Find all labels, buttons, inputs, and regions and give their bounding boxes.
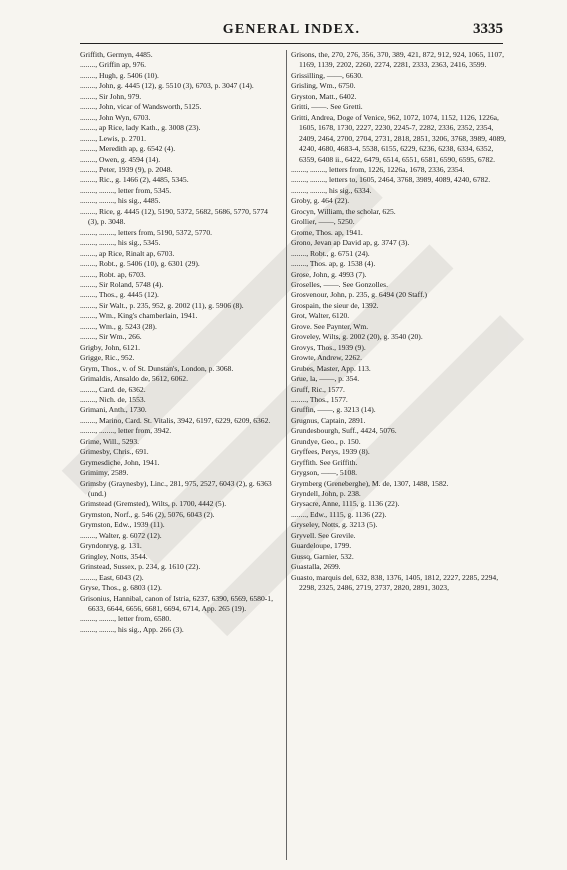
index-entry: ........, ........, letter from, 5345.: [80, 185, 172, 195]
index-entry: ........, Sir John, 979.: [80, 91, 142, 101]
index-entry: Grymesdiche, John, 1941.: [80, 457, 160, 467]
index-entry: Grym, Thos., v. of St. Dunstan's, London, p. 3068.: [80, 363, 234, 373]
index-entry: Growte, Andrew, 2262.: [291, 353, 363, 363]
index-entry: Gryndonryg, g. 131.: [80, 541, 142, 551]
index-entry: ........, ........, his sig., 6334.: [291, 185, 372, 195]
index-entry: Gryston, Matt., 6402.: [291, 91, 357, 101]
index-entry: ........, ........, letter from, 6580.: [80, 614, 172, 624]
index-entry: Grocyn, William, the scholar, 625.: [291, 206, 396, 216]
index-entry: Gruff, Ric., 1577.: [291, 384, 345, 394]
index-entry: Gussq, Garnier, 532.: [291, 551, 354, 561]
index-entry: ........, Edw., 1115, g. 1136 (22).: [291, 509, 387, 519]
index-entry: Grundye, Geo., p. 150.: [291, 436, 361, 446]
index-entry: Grimesby, Chris., 691.: [80, 447, 149, 457]
index-entry: ........, Nich. de, 1553.: [80, 394, 146, 404]
index-entry: Grimsby (Graynesby), Linc., 281, 975, 2527, 6043 (2), g. 6363 (und.): [80, 478, 272, 499]
index-entry: ........, Sir Roland, 5748 (4).: [80, 279, 164, 289]
right-column: [286, 50, 511, 860]
index-entry: Grimani, Anth., 1730.: [80, 405, 147, 415]
index-entry: Grimimy, 2589.: [80, 468, 129, 478]
index-entry: ........, Sir Walt., p. 235, 952, g. 2002 (11), g. 5906 (8).: [80, 300, 244, 310]
index-entry: ........, Thos. ap, g. 1538 (4).: [291, 259, 376, 269]
index-entry: Gryffees, Perys, 1939 (8).: [291, 447, 370, 457]
index-entry: Griffith, Germyn, 4485.: [80, 50, 153, 59]
index-entry: Grono, Jevan ap David ap, g. 3747 (3).: [291, 238, 410, 248]
index-entry: ........, John, vicar of Wandsworth, 5125.: [80, 102, 202, 112]
index-entry: Gryseley, Notts, g. 3213 (5).: [291, 520, 378, 530]
index-entry: ........, ........, letter from, 3942.: [80, 426, 172, 436]
index-entry: ........, Peter, 1939 (9), p. 2048.: [80, 164, 173, 174]
index-entry: ........, Robt., g. 5406 (10), g. 6301 (29).: [80, 259, 200, 269]
index-entry: ........, Owen, g. 4594 (14).: [80, 154, 161, 164]
index-entry: Grime, Will., 5293.: [80, 436, 140, 446]
index-entry: Grisons, the, 270, 276, 356, 370, 389, 421, 872, 912, 924, 1065, 1107, 1169, 1139, 2202, 2260, 2274, 2281, 2333, 2363, 2416, 3599.: [291, 50, 504, 70]
index-entry: Gritti, Andrea, Doge of Venice, 962, 1072, 1074, 1152, 1126, 1226a, 1605, 1678, 1730, 2227, 2230, 2245-7, 2282, 2336, 2352, 2354, 2409, 2464, 2700, 2704, 2731, 2818, 2851, 3206, 3768, 3989, 4089, 4240, 4680, 4683-4, 5538, 6155, 6229, 6236, 6238, 6334, 6352, 6359, 6408 ii., 6422, 6479, 6514, 6551, 6581, 6590, 6595, 6782.: [291, 112, 506, 164]
index-entry: ........, Wm., King's chamberlain, 1941.: [80, 311, 198, 321]
index-entry: ........, Wm., g. 5243 (28).: [80, 321, 157, 331]
index-entry: ........, Lewis, p. 2701.: [80, 133, 147, 143]
index-entry: Grymberg (Greneberghe), M. de, 1307, 1488, 1582.: [291, 478, 449, 488]
index-entry: ........, ap Rice, lady Kath., g. 3008 (23).: [80, 123, 201, 133]
index-entry: Gruffin, ——, g. 3213 (14).: [291, 405, 376, 415]
index-entry: Grome, Thos. ap, 1941.: [291, 227, 363, 237]
left-column: [80, 50, 280, 635]
index-entry: ........, Thos., 1577.: [291, 394, 348, 404]
index-entry: Grovys, Thos., 1939 (9).: [291, 342, 366, 352]
index-entry: Groselles, ——. See Gonzolles.: [291, 279, 389, 289]
index-entry: ........, John, g. 4445 (12), g. 5510 (3), 6703, p. 3047 (14).: [80, 81, 254, 91]
index-entry: Grisling, Wm., 6750.: [291, 81, 356, 91]
index-entry: ........, John Wyn, 6703.: [80, 112, 151, 122]
index-entry: ........, ........, his sig., App. 266 (3).: [80, 624, 184, 634]
index-entry: ........, Walter, g. 6072 (12).: [80, 530, 162, 540]
index-entry: Grundesbourgh, Suff., 4424, 5076.: [291, 426, 397, 436]
index-entry: Grue, la, ——, p. 354.: [291, 374, 360, 384]
index-entry: Grymston, Norf., g. 546 (2), 5076, 6043 (2).: [80, 509, 215, 519]
index-entry: Grugnus, Captain, 2891.: [291, 415, 366, 425]
index-entry: Grigby, John, 6121.: [80, 342, 141, 352]
index-entry: Guardeloupe, 1799.: [291, 541, 352, 551]
index-entry: Grubes, Master, App. 113.: [291, 363, 371, 373]
index-entry: Gritti, ——. See Gretti.: [291, 102, 363, 112]
index-entry: ........, East, 6043 (2).: [80, 572, 144, 582]
index-entry: Grimstead (Gremsted), Wilts, p. 1700, 4442 (5).: [80, 499, 227, 509]
index-entry: Grosvenour, John, p. 235, g. 6494 (20 Staff.): [291, 290, 428, 300]
index-entry: ........, Marino, Card. St. Vitalis, 3942, 6197, 6229, 6209, 6362.: [80, 415, 271, 425]
running-head: GENERAL INDEX.: [222, 22, 361, 37]
index-entry: ........, Hugh, g. 5406 (10).: [80, 70, 159, 80]
index-entry: Grose, John, g. 4993 (7).: [291, 269, 367, 279]
index-entry: ........, Thos., g. 4445 (12).: [80, 290, 159, 300]
index-entry: ........, ........, his sig., 4485.: [80, 196, 161, 206]
index-entry: Guastalla, 2699.: [291, 562, 341, 572]
index-entry: ........, Card. de, 6362.: [80, 384, 146, 394]
index-entry: Gryffith. See Griffith.: [291, 457, 358, 467]
index-entry: Grollier, ——, 5250.: [291, 217, 355, 227]
index-entry: Gringley, Notts, 3544.: [80, 551, 148, 561]
index-entry: ........, ........, his sig., 5345.: [80, 238, 161, 248]
index-entry: Grymston, Edw., 1939 (11).: [80, 520, 165, 530]
index-entry: ........, Ric., g. 1466 (2), 4485, 5345.: [80, 175, 189, 185]
page-header: [80, 19, 503, 44]
index-entry: Grygson, ——, 5108.: [291, 468, 358, 478]
index-entry: ........, Robt., g. 6751 (24).: [291, 248, 370, 258]
index-entry: ........, Robt. ap, 6703.: [80, 269, 146, 279]
index-entry: ........, ........, letters to, 1605, 2464, 3768, 3989, 4089, 4240, 6782.: [291, 175, 491, 185]
index-entry: ........, Sir Wm., 266.: [80, 332, 142, 342]
index-entry: Grimaldis, Ansaldo de, 5612, 6062.: [80, 374, 188, 384]
index-entry: Grissilling, ——, 6630.: [291, 70, 363, 80]
index-entry: Grove. See Paynter, Wm.: [291, 321, 369, 331]
index-entry: Guasto, marquis del, 632, 838, 1376, 1405, 1812, 2227, 2285, 2294, 2298, 2325, 2486, 2719, 2737, 2820, 2891, 3023,: [291, 572, 499, 593]
index-entry: ........, ........, letters from, 1226, 1226a, 1678, 2336, 2354.: [291, 164, 465, 174]
index-entry: Grinstead, Sussex, p. 234, g. 1610 (22).: [80, 562, 201, 572]
page-number: 3335: [473, 21, 503, 37]
index-entry: Groveley, Wilts, g. 2002 (20), g. 3540 (20).: [291, 332, 423, 342]
index-entry: Grigge, Ric., 952.: [80, 353, 135, 363]
index-entry: ........, ........, letters from, 5190, 5372, 5770.: [80, 227, 213, 237]
index-entry: Gryndell, John, p. 238.: [291, 489, 361, 499]
index-entry: ........, Meredith ap, g. 6542 (4).: [80, 144, 176, 154]
index-entry: Grysacre, Anne, 1115, g. 1136 (22).: [291, 499, 400, 509]
index-entry: ........, Rice, g. 4445 (12), 5190, 5372, 5682, 5686, 5770, 5774 (3), p. 3048.: [80, 206, 268, 227]
index-entry: Grisonius, Hannibal, canon of Istria, 6237, 6390, 6569, 6580-1, 6633, 6644, 6656, 6681, 6694, 6714, App. 265 (19).: [80, 593, 273, 614]
index-entry: Groby, g. 464 (22).: [291, 196, 350, 206]
index-entry: ........, ap Rice, Rinalt ap, 6703.: [80, 248, 175, 258]
index-entry: Grot, Walter, 6120.: [291, 311, 350, 321]
index-entry: ........, Griffin ap, 976.: [80, 60, 147, 70]
index-entry: Gryvell. See Grevile.: [291, 530, 356, 540]
index-entry: Gryse, Thos., g. 6803 (12).: [80, 583, 162, 593]
index-entry: Grospain, the sieur de, 1392.: [291, 300, 379, 310]
